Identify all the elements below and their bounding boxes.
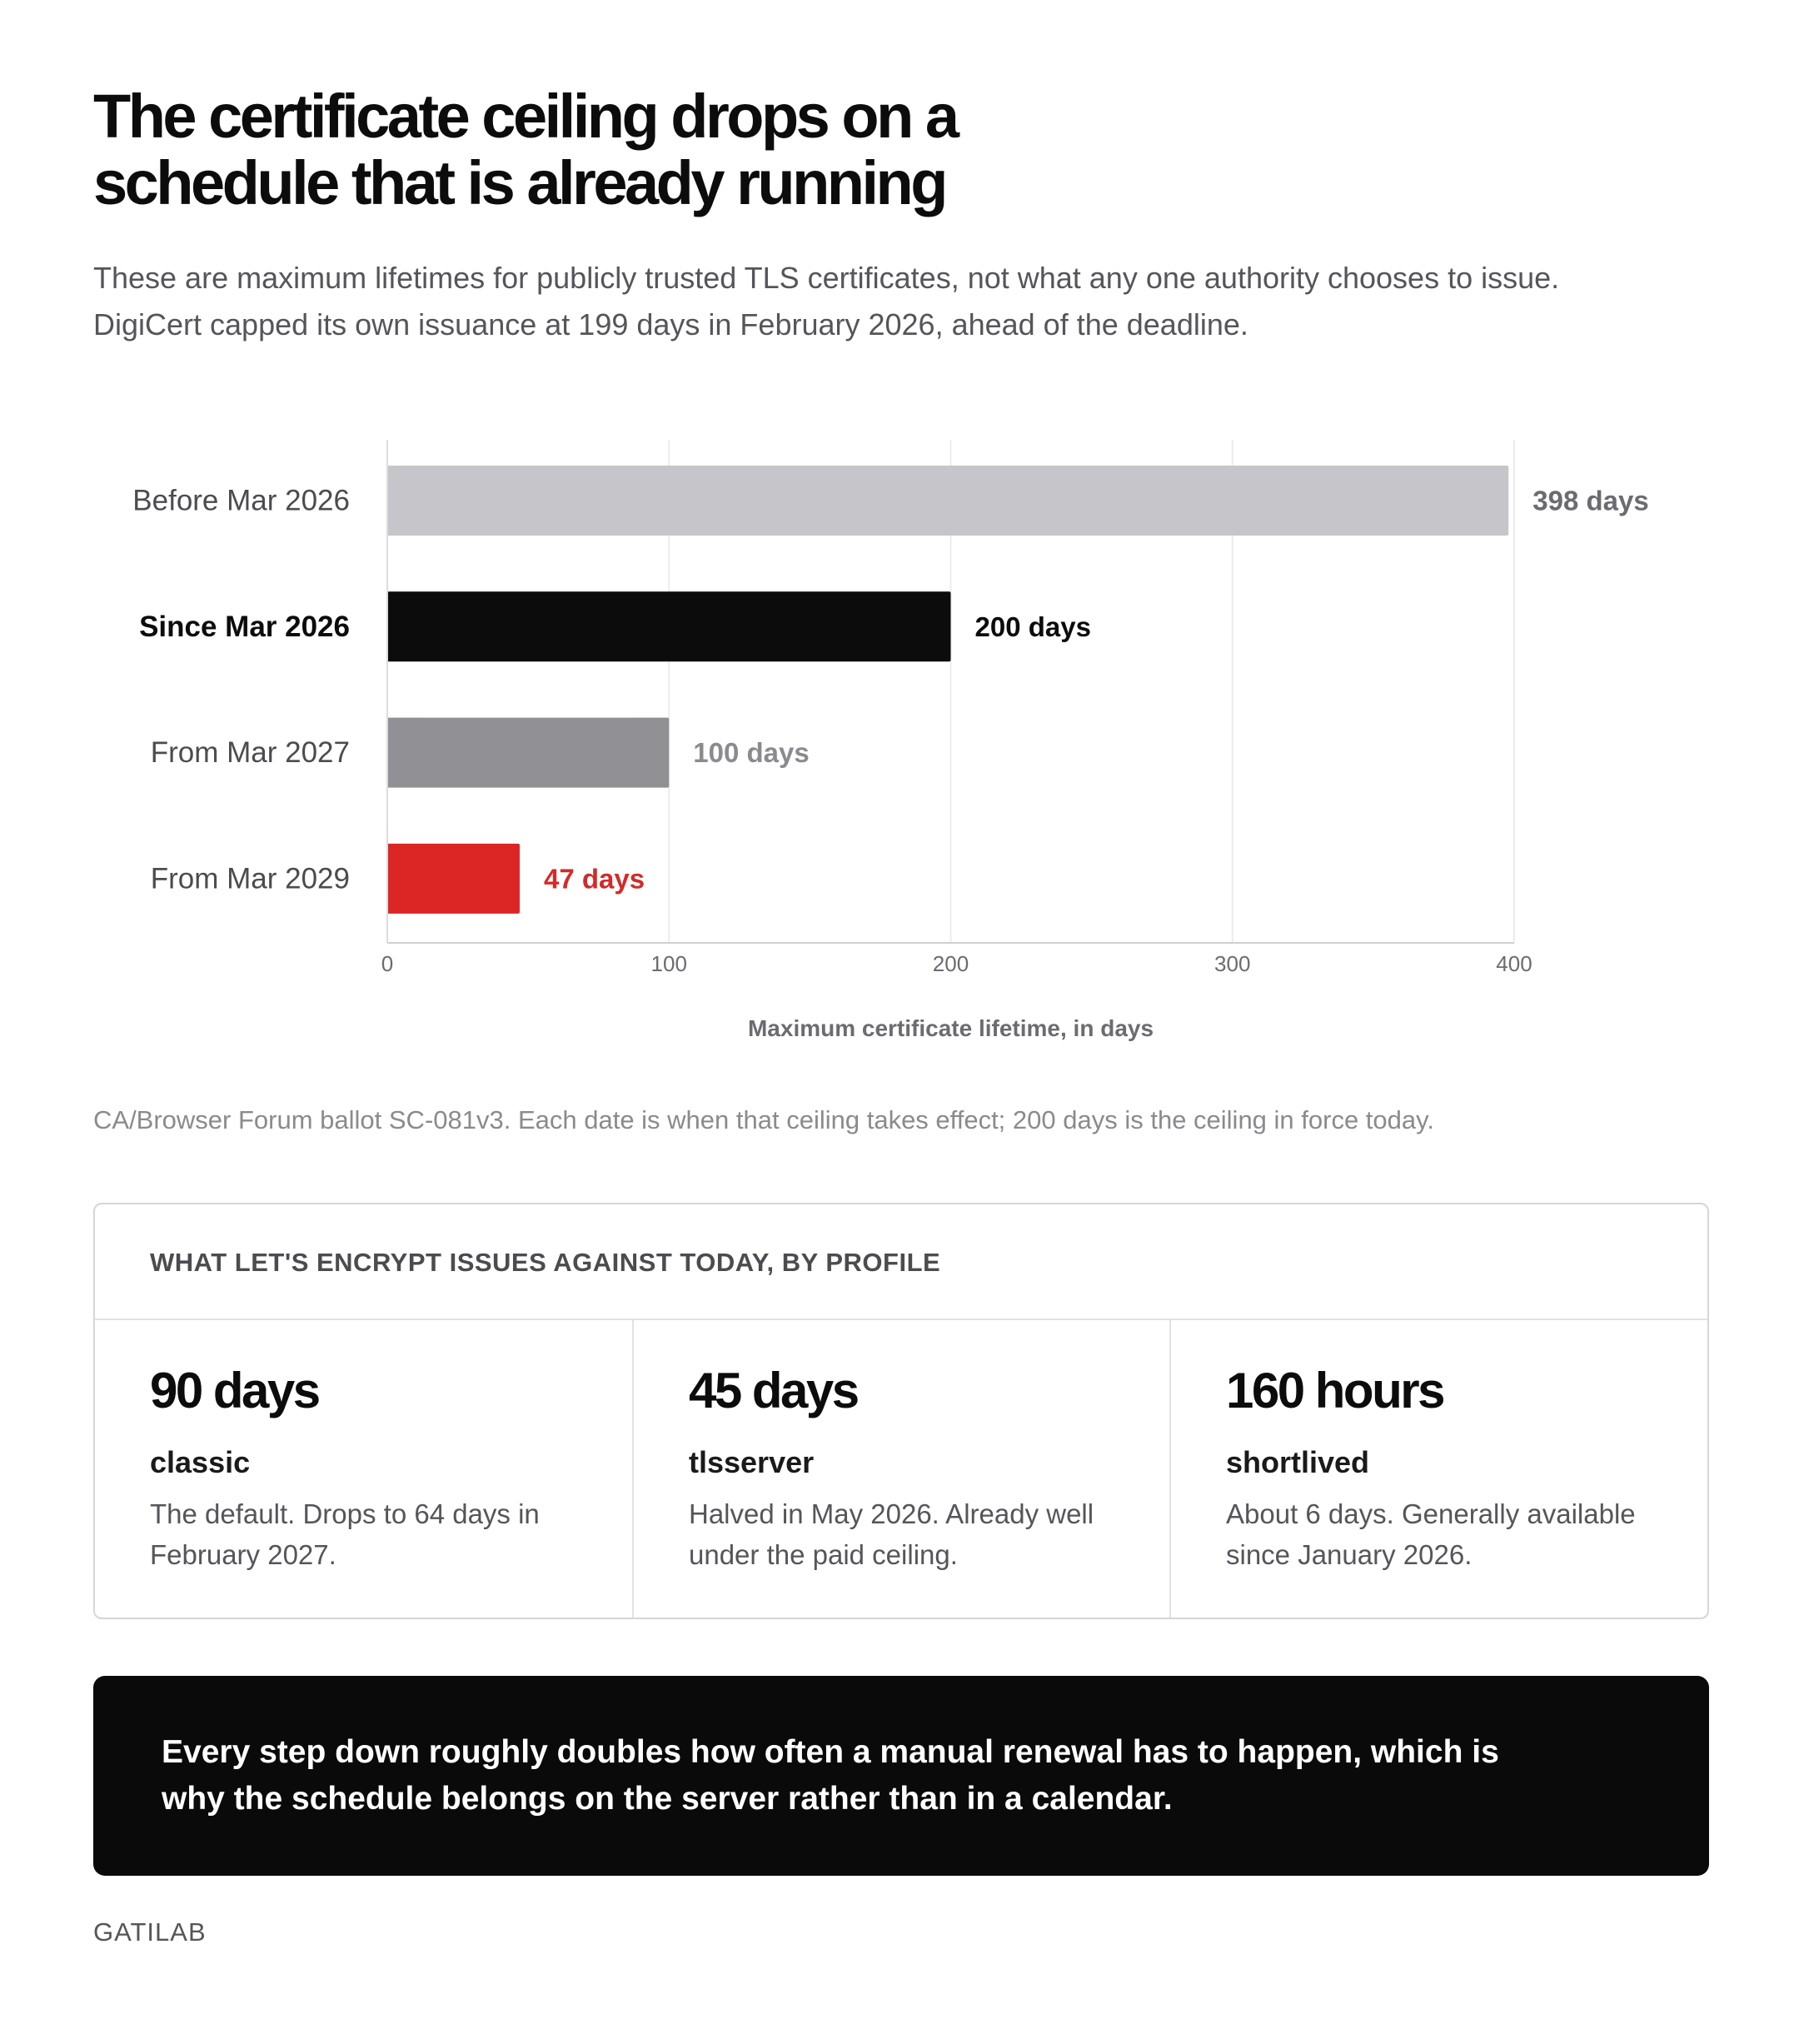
page-subtitle — [93, 255, 1726, 348]
bar — [387, 591, 951, 661]
profile-card-tlsserver — [632, 1320, 1169, 1618]
category-label: From Mar 2029 — [150, 862, 350, 895]
value-label: 200 days — [974, 611, 1091, 642]
callout-box — [93, 1676, 1709, 1876]
value-label: 398 days — [1532, 485, 1649, 516]
category-label: Before Mar 2026 — [132, 484, 350, 517]
callout-line: Every step down roughly doubles how often a manual renewal has to happen, which is — [162, 1734, 1499, 1770]
bar-chart — [0, 416, 1799, 1083]
value-label: 47 days — [543, 863, 645, 895]
category-label: From Mar 2027 — [150, 736, 350, 770]
profile-lifetime: 160 hours — [1226, 1363, 1443, 1418]
bar — [387, 718, 669, 788]
page-title: The certificate ceiling drops on a schedule that is already running — [93, 82, 957, 217]
profiles-panel — [93, 1203, 1709, 1619]
callout-text — [162, 1729, 1641, 1822]
profile-lifetime: 45 days — [689, 1363, 858, 1418]
profile-description: About 6 days. Generally available since January 2026. — [1226, 1498, 1636, 1570]
bar — [387, 844, 520, 914]
bar — [387, 466, 1508, 536]
tick-label: 400 — [1496, 951, 1532, 976]
profiles-heading: WHAT LET'S ENCRYPT ISSUES AGAINST TODAY, BY PROFILE — [150, 1248, 941, 1277]
tick-label: 200 — [932, 951, 969, 976]
profile-lifetime: 90 days — [150, 1363, 319, 1418]
profile-card-shortlived — [1169, 1320, 1707, 1618]
profile-name: shortlived — [1226, 1445, 1370, 1479]
x-axis-title: Maximum certificate lifetime, in days — [747, 1015, 1154, 1041]
brand-wordmark: GATILAB — [93, 1917, 207, 1947]
value-label: 100 days — [693, 737, 810, 769]
profile-name: tlsserver — [689, 1445, 815, 1479]
callout-line: why the schedule belongs on the server rather than in a calendar. — [162, 1781, 1173, 1817]
category-label: Since Mar 2026 — [139, 610, 350, 643]
source-note: CA/Browser Forum ballot SC-081v3. Each date is when that ceiling takes effect; 200 days is the ceiling in force today. — [93, 1105, 1434, 1134]
tick-label: 100 — [650, 951, 687, 976]
profile-name: classic — [150, 1445, 251, 1479]
tick-label: 0 — [381, 951, 394, 976]
tick-label: 300 — [1214, 951, 1251, 976]
subtitle-line: DigiCert capped its own issuance at 199 days in February 2026, ahead of the deadline. — [93, 307, 1248, 341]
subtitle-line: These are maximum lifetimes for publicly trusted TLS certificates, not what any one authority chooses to issue. — [93, 261, 1560, 295]
profile-description: Halved in May 2026. Already well under the paid ceiling. — [689, 1498, 1094, 1570]
profile-description: The default. Drops to 64 days in February 2027. — [150, 1498, 540, 1570]
profile-card-classic — [95, 1320, 632, 1618]
